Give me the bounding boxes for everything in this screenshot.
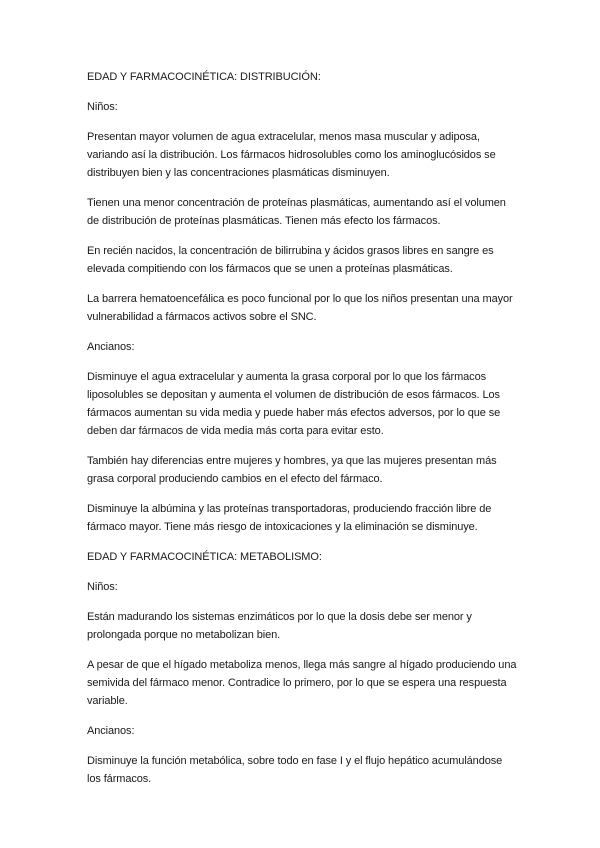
document-body (87, 68, 517, 800)
group-label-ancianos: Ancianos: (87, 341, 135, 353)
paragraph: Están madurando los sistemas enzimáticos por lo que la dosis debe ser menor y prolongada porque no metabolizan bien. (87, 611, 472, 641)
paragraph: Disminuye la función metabólica, sobre todo en fase I y el flujo hepático acumulándose los fármacos. (87, 755, 503, 785)
group-label-ancianos: Ancianos: (87, 725, 135, 737)
paragraph: La barrera hematoencefálica es poco funcional por lo que los niños presentan una mayor vulnerabilidad a fármacos activos sobre el SNC. (87, 293, 513, 323)
paragraph: En recién nacidos, la concentración de bilirrubina y ácidos grasos libres en sangre es elevada compitiendo con los fármacos que se unen a proteínas plasmáticas. (87, 245, 494, 275)
paragraph: Tienen una menor concentración de proteínas plasmáticas, aumentando así el volumen de distribución de proteínas plasmáticas. Tienen más efecto los fármacos. (87, 197, 506, 227)
paragraph: A pesar de que el hígado metaboliza menos, llega más sangre al hígado produciendo una semivida del fármaco menor. Contradice lo primero, por lo que se espera una respuesta variable. (87, 659, 517, 707)
paragraph: Disminuye el agua extracelular y aumenta la grasa corporal por lo que los fármacos liposolubles se depositan y aumenta el volumen de distribución de esos fármacos. Los fármacos aumentan su vida media y puede haber más efectos adversos, por lo que se deben dar fármacos de vida media más corta para evitar esto. (87, 371, 501, 437)
paragraph: Presentan mayor volumen de agua extracelular, menos masa muscular y adiposa, variando así la distribución. Los fármacos hidrosolubles como los aminoglucósidos se distribuyen bien y las concentraciones plasmáticas disminuyen. (87, 131, 496, 179)
paragraph: Disminuye la albúmina y las proteínas transportadoras, produciendo fracción libre de fármaco mayor. Tiene más riesgo de intoxicaciones y la eliminación se disminuye. (87, 503, 492, 533)
paragraph: También hay diferencias entre mujeres y hombres, ya que las mujeres presentan más grasa corporal produciendo cambios en el efecto del fármaco. (87, 455, 497, 485)
section-heading-metabolismo: EDAD Y FARMACOCINÉTICA: METABOLISMO: (87, 551, 322, 563)
group-label-ninos: Niños: (87, 101, 118, 113)
section-heading-distribucion: EDAD Y FARMACOCINÉTICA: DISTRIBUCIÓN: (87, 71, 321, 83)
group-label-ninos: Niños: (87, 581, 118, 593)
